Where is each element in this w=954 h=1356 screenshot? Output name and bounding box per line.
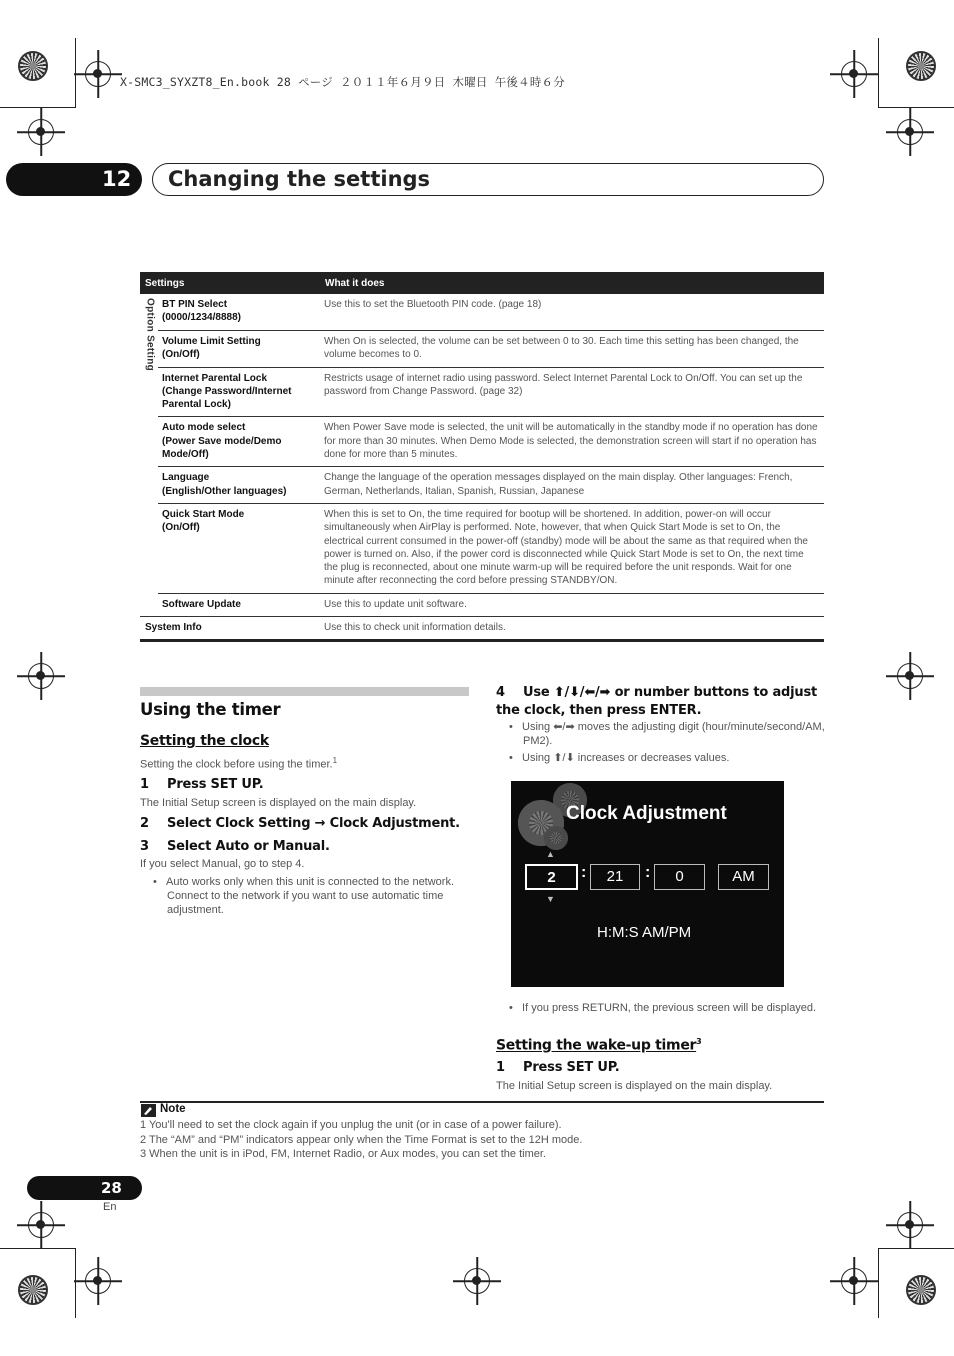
setting-name: System Info bbox=[145, 622, 202, 634]
up-arrow-icon: ▲ bbox=[546, 849, 555, 859]
description-cell: Use this to set the Bluetooth PIN code. (page 18) bbox=[320, 294, 824, 331]
step-4-bullet-1: • Using ⬅/➡ moves the adjusting digit (hour/minute/second/AM, PM2). bbox=[509, 721, 825, 747]
screen-title: Clock Adjustment bbox=[566, 803, 727, 824]
wakeup-step-1-body: The Initial Setup screen is displayed on the main display. bbox=[496, 1080, 773, 1092]
setting-options: (Change Password/Internet Parental Lock) bbox=[162, 385, 292, 411]
page-number: 28 bbox=[27, 1176, 142, 1200]
footnote-ref: 1 bbox=[332, 756, 338, 765]
footnote-ref: 3 bbox=[696, 1037, 702, 1046]
setting-name: BT PIN Select bbox=[162, 299, 228, 310]
chapter-title: Changing the settings bbox=[152, 163, 824, 196]
setting-cell bbox=[158, 417, 320, 467]
setting-cell bbox=[158, 467, 320, 504]
description-cell: When On is selected, the volume can be set between 0 to 30. Each time this setting has been changed, the volume becomes to 0. bbox=[320, 331, 824, 368]
table-row bbox=[140, 503, 824, 593]
table-row bbox=[140, 294, 824, 331]
table-row bbox=[140, 417, 824, 467]
setting-options: (0000/1234/8888) bbox=[162, 312, 241, 324]
down-arrow-icon: ▼ bbox=[546, 894, 555, 904]
page-language: En bbox=[103, 1201, 117, 1213]
step-1-body: The Initial Setup screen is displayed on the main display. bbox=[140, 797, 417, 809]
column-header-settings: Settings bbox=[140, 272, 320, 294]
colon-separator: : bbox=[645, 864, 651, 881]
step-2: 2 Select Clock Setting → Clock Adjustment. bbox=[140, 816, 460, 831]
minute-field[interactable]: 21 bbox=[590, 864, 640, 890]
column-header-what-it-does: What it does bbox=[320, 272, 824, 294]
gear-icon bbox=[544, 826, 568, 850]
step-3: 3 Select Auto or Manual. bbox=[140, 839, 330, 854]
setting-cell bbox=[158, 294, 320, 331]
setting-cell bbox=[158, 367, 320, 417]
time-format-label: H:M:S AM/PM bbox=[597, 924, 692, 941]
setting-name: Internet Parental Lock bbox=[162, 372, 268, 384]
note-3: 3 When the unit is in iPod, FM, Internet Radio, or Aux modes, you can set the timer. bbox=[140, 1148, 546, 1161]
notes-title: Note bbox=[160, 1103, 186, 1115]
table-row bbox=[140, 367, 824, 417]
table-header-row bbox=[140, 272, 824, 294]
subsection-title-clock: Setting the clock bbox=[140, 733, 269, 749]
chapter-number: 12 bbox=[6, 163, 142, 196]
setting-options: (Power Save mode/Demo Mode/Off) bbox=[162, 435, 282, 461]
hour-field[interactable]: 2 bbox=[525, 864, 578, 890]
table-row bbox=[140, 467, 824, 504]
settings-table bbox=[140, 272, 824, 642]
setting-name: Language bbox=[162, 472, 210, 484]
description-cell: When Power Save mode is selected, the unit will be automatically in the standby mode if no operation has done for more than 30 minutes. When Demo Mode is selected, the demonstration screen will start if no operation has done for more than 5 minutes. bbox=[320, 417, 824, 467]
note-1: 1 You'll need to set the clock again if you unplug the unit (or in case of a power failure). bbox=[140, 1119, 562, 1131]
step-3-bullet: • Auto works only when this unit is connected to the network. Connect to the network if you want to use automatic time adjustment. bbox=[153, 876, 455, 916]
ampm-field[interactable]: AM bbox=[718, 864, 769, 890]
notes-divider bbox=[140, 1101, 824, 1103]
wakeup-step-1: 1 Press SET UP. bbox=[496, 1060, 620, 1075]
colon-separator: : bbox=[581, 864, 587, 881]
table-row bbox=[140, 593, 824, 616]
setting-name: Software Update bbox=[162, 598, 241, 610]
description-cell: Change the language of the operation messages displayed on the main display. Other languages: French, German, Netherlands, Italian, Spanish, Russian, Japanese bbox=[320, 467, 824, 504]
setting-options: (English/Other languages) bbox=[162, 485, 287, 497]
note-2: 2 The “AM” and “PM” indicators appear only when the Time Format is set to the 12H mode. bbox=[140, 1133, 583, 1146]
setting-name: Volume Limit Setting bbox=[162, 336, 261, 347]
setting-cell bbox=[140, 617, 320, 641]
second-field[interactable]: 0 bbox=[654, 864, 705, 890]
description-cell: When this is set to On, the time required for bootup will be shortened. In addition, power-on will occur simultaneously when AirPlay is performed. Note, however, that when Quick Start Mode is set to On, the electrical current consumed in the power-off (standby) mode will be about the same as that required when the power is turned on. Also, if the power cord is disconnected while Quick Start Mode is set to On, the next time the plug is reconnected, about one minute warm-up will be required before the unit responds. Wait for one minute after reconnecting the cord before pressing STANDBY/ON. bbox=[320, 503, 824, 593]
group-label: Option Setting bbox=[144, 298, 156, 372]
intro-text: Setting the clock before using the timer.$^1$ bbox=[140, 756, 338, 771]
setting-name: Quick Start Mode bbox=[162, 508, 245, 520]
setting-name: Auto mode select bbox=[162, 422, 246, 434]
step-4-bullet-2: • Using ⬆/⬇ increases or decreases values. bbox=[509, 752, 730, 764]
description-cell: Use this to update unit software. bbox=[320, 593, 824, 616]
step-4: 4 Use ⬆/⬇/⬅/➡ or number buttons to adjust the clock, then press ENTER. bbox=[496, 685, 818, 718]
option-setting-group bbox=[140, 294, 158, 617]
return-bullet: • If you press RETURN, the previous screen will be displayed. bbox=[509, 1002, 817, 1014]
setting-cell bbox=[158, 331, 320, 368]
table-row bbox=[140, 617, 824, 641]
setting-options: (On/Off) bbox=[162, 349, 200, 361]
setting-cell bbox=[158, 593, 320, 616]
section-divider-bar bbox=[140, 687, 469, 696]
table-row bbox=[140, 331, 824, 368]
description-cell: Use this to check unit information details. bbox=[320, 617, 824, 641]
file-header: X-SMC3_SYXZT8_En.book 28 ページ ２０１１年６月９日 木曜日 午後４時６分 bbox=[120, 75, 565, 89]
step-1: 1 Press SET UP. bbox=[140, 777, 264, 792]
subsection-title-wakeup: Setting the wake-up timer$^3$ bbox=[496, 1037, 702, 1054]
setting-cell bbox=[158, 503, 320, 593]
section-title: Using the timer bbox=[140, 700, 281, 719]
notes-list bbox=[140, 1118, 582, 1162]
setting-options: (On/Off) bbox=[162, 522, 200, 534]
description-cell: Restricts usage of internet radio using password. Select Internet Parental Lock to On/Off. You can set up the password from Change Password. (page 32) bbox=[320, 367, 824, 417]
step-3-body: If you select Manual, go to step 4. bbox=[140, 858, 305, 870]
